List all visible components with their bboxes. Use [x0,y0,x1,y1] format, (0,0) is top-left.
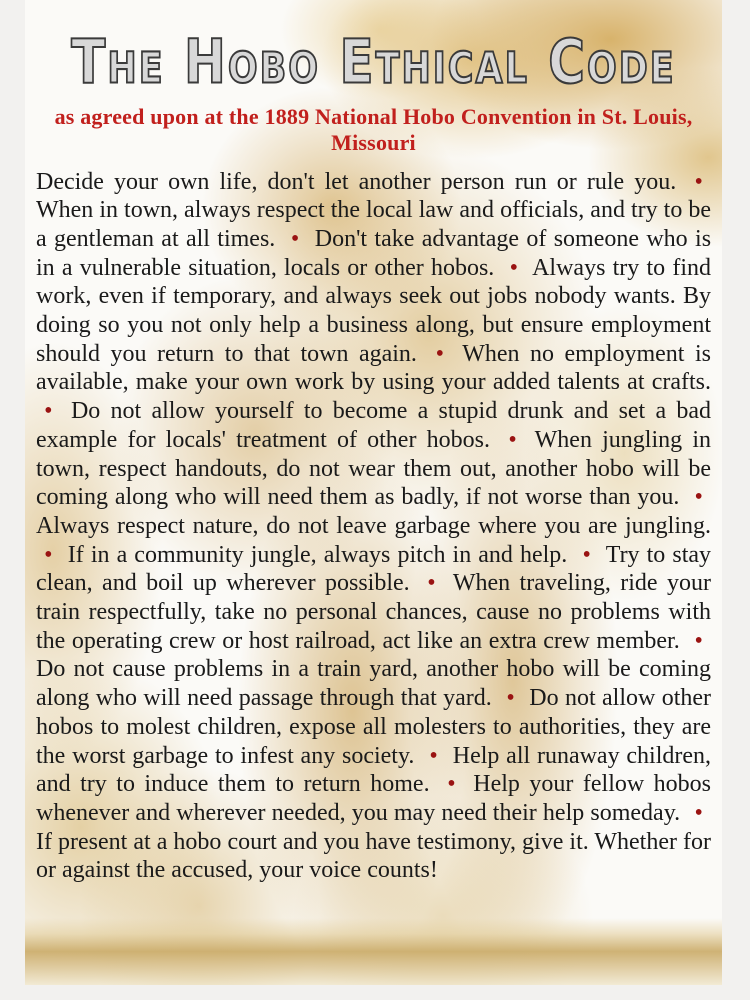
bullet-separator: • [290,225,300,252]
rule-text: Always respect nature, do not leave garbage where you are jungling. [36,512,711,539]
rule-text: Always try to find work, even if temporary, and always seek out jobs nobody wants. By doing so you not only help a business along, but ensure employment should you return to that town again. [36,254,711,367]
bullet-separator: • [694,627,703,654]
bullet-separator: • [509,254,519,281]
code-text [36,168,711,886]
bullet-separator: • [435,340,444,367]
rule-text: When in town, always respect the local law and officials, and try to be a gentleman at all times. [36,197,711,252]
bullet-separator: • [427,570,436,597]
bullet-separator: • [582,541,591,568]
page-title: The Hobo Ethical Code [71,26,676,98]
rule-text: Do not allow yourself to become a stupid drunk and set a bad example for locals' treatment of other hobos. [36,398,712,453]
rule-text: When traveling, ride your train respectfully, take no personal chances, cause no problems with the operating crew or host railroad, act like an extra crew member. [36,570,711,654]
bullet-separator: • [44,541,53,568]
bullet-separator: • [44,398,53,425]
subtitle: as agreed upon at the 1889 National Hobo Convention in St. Louis, Missouri [54,103,693,155]
rule-text: Don't take advantage of someone who is in a vulnerable situation, locals or other hobos. [36,225,712,281]
poster-content [25,0,722,985]
bullet-separator: • [694,168,703,195]
bullet-separator: • [506,685,515,712]
rule-text: Do not cause problems in a train yard, another hobo will be coming along who will need passage through that yard. [36,656,711,712]
rule-text: Do not allow other hobos to molest children, expose all molesters to authorities, they are the worst garbage to infest any society. [36,685,711,769]
bullet-separator: • [694,484,703,511]
rule-text: When jungling in town, respect handouts, do not wear them out, another hobo will be coming along who will need them as badly, if not worse than you. [36,426,711,511]
rule-text: Try to stay clean, and boil up wherever possible. [36,541,712,597]
rule-text: Help your fellow hobos whenever and wherever needed, you may need their help someday. [36,771,712,826]
bullet-separator: • [429,742,438,769]
bullet-separator: • [694,799,703,826]
rule-text: If in a community jungle, always pitch in and help. [67,541,568,568]
rule-text: Decide your own life, don't let another person run or rule you. [36,168,677,195]
rule-text: Help all runaway children, and try to induce them to return home. [36,742,712,798]
bullet-separator: • [447,771,456,798]
bullet-separator: • [508,426,517,453]
rule-text: If present at a hobo court and you have testimony, give it. Whether for or against the accused, your voice counts! [36,828,711,884]
rule-text: When no employment is available, make your own work by using your added talents at crafts. [36,340,711,396]
